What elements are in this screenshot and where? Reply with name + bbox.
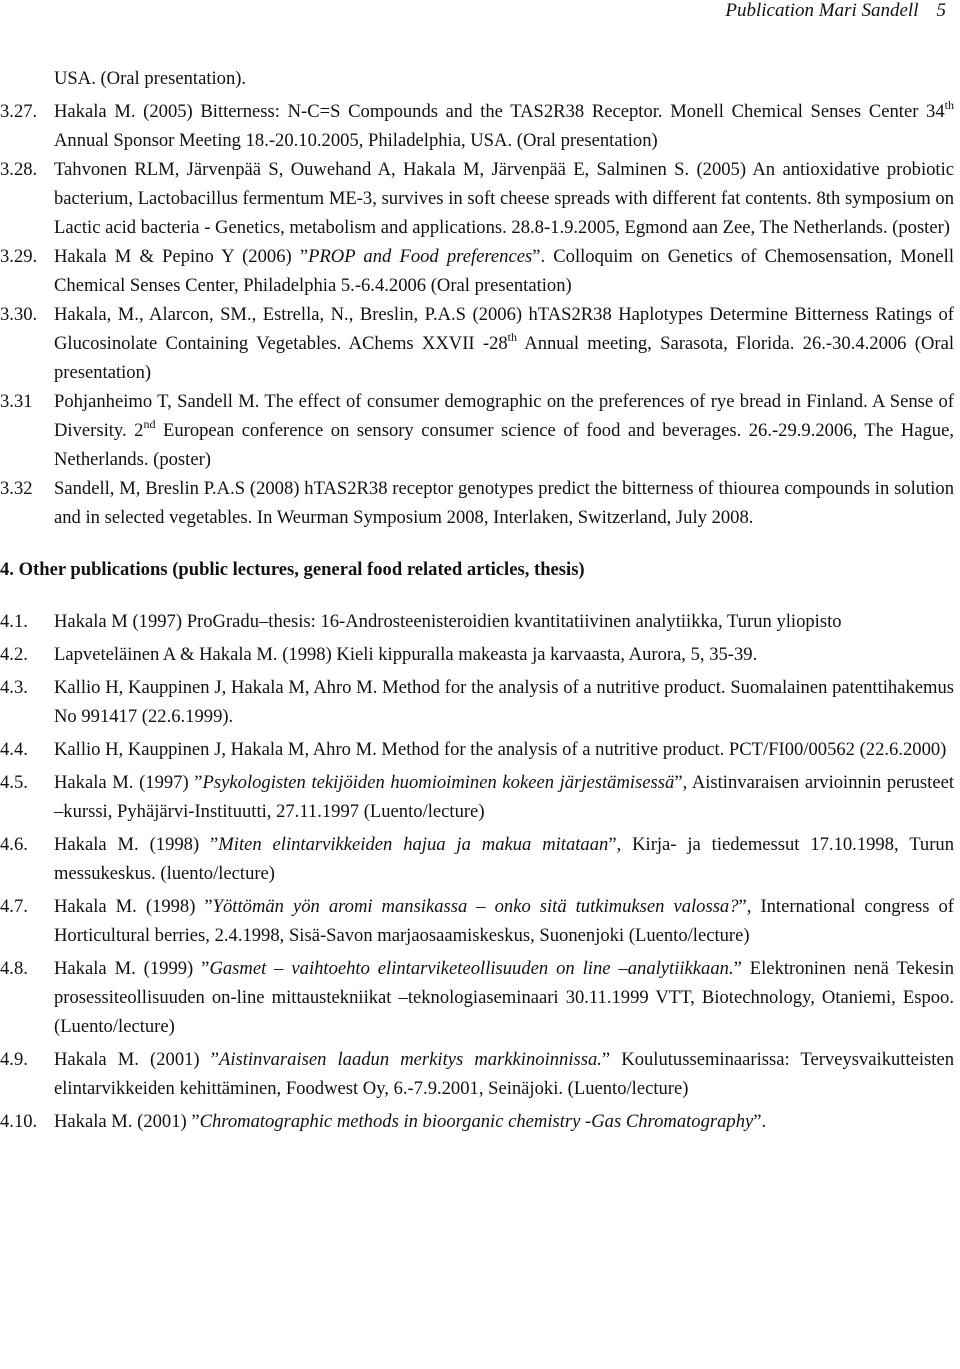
entry-title-italic: Psykologisten tekijöiden huomioiminen kokeen järjestämisessä bbox=[202, 772, 675, 793]
entry-text-cont: Annual meeting, Sarasota, Florida. 26.-30.4.2006 (Oral presentation) bbox=[54, 333, 954, 383]
entry-number: 4.5. bbox=[0, 772, 28, 793]
entry-text: USA. (Oral presentation). bbox=[54, 68, 247, 89]
entry-3-28 bbox=[0, 155, 960, 242]
entry-number: 3.29. bbox=[0, 246, 38, 267]
entry-3-26-continuation bbox=[0, 64, 960, 93]
entry-text: Hakala M. (2001) ” bbox=[54, 1111, 200, 1132]
entry-text: Hakala, M., Alarcon, SM., Estrella, N., Breslin, P.A.S (2006) hTAS2R38 Haplotypes Determine Bitterness Ratings of Glucosinolate Containing Vegetables. AChems XXVII -28 bbox=[54, 304, 954, 354]
entry-4-4 bbox=[0, 735, 960, 764]
entry-text: Tahvonen RLM, Järvenpää S, Ouwehand A, Hakala M, Järvenpää E, Salminen S. (2005) An antioxidative probiotic bacterium, Lactobacillus fermentum ME-3, survives in soft cheese spreads with different fat contents. 8th symposium on Lactic acid bacteria - Genetics, metabolism and applications. 28.8-1.9.2005, Egmond aan Zee, The Netherlands. (poster) bbox=[54, 159, 954, 238]
entry-text: Hakala M. (1998) ” bbox=[54, 896, 213, 917]
entry-text: Hakala M. (1998) ” bbox=[54, 834, 219, 855]
entry-number: 4.1. bbox=[0, 611, 28, 632]
entry-text: Kallio H, Kauppinen J, Hakala M, Ahro M. Method for the analysis of a nutritive product. PCT/FI00/00562 (22.6.2000) bbox=[54, 739, 947, 760]
entry-text-cont: ”, Kirja- ja tiedemessut 17.10.1998, Turun messukeskus. (luento/lecture) bbox=[54, 834, 954, 884]
entry-3-30 bbox=[0, 300, 960, 387]
entry-text: Lapveteläinen A & Hakala M. (1998) Kieli kippuralla makeasta ja karvaasta, Aurora, 5, 35-39. bbox=[54, 644, 758, 665]
entry-3-31 bbox=[0, 387, 960, 474]
entry-text: Hakala M. (2005) Bitterness: N-C=S Compounds and the TAS2R38 Receptor. Monell Chemical Senses Center 34 bbox=[54, 101, 945, 122]
entry-title-italic: Gasmet – vaihtoehto elintarviketeollisuuden on line –analytiikkaan. bbox=[209, 958, 734, 979]
entry-text: Kallio H, Kauppinen J, Hakala M, Ahro M. Method for the analysis of a nutritive product. Suomalainen patenttihakemus No 991417 (22.6.1999). bbox=[54, 677, 954, 727]
entry-number: 4.7. bbox=[0, 896, 28, 917]
superscript: nd bbox=[143, 417, 156, 431]
entry-4-7 bbox=[0, 892, 960, 950]
document-body bbox=[0, 64, 960, 1136]
entry-text: Sandell, M, Breslin P.A.S (2008) hTAS2R38 receptor genotypes predict the bitterness of thiourea compounds in solution and in selected vegetables. In Weurman Symposium 2008, Interlaken, Switzerland, July 2008. bbox=[54, 478, 954, 528]
entry-title-italic: Aistinvaraisen laadun merkitys markkinoinnissa. bbox=[218, 1049, 602, 1070]
entry-number: 3.27. bbox=[0, 101, 38, 122]
entry-number: 3.28. bbox=[0, 159, 38, 180]
superscript: th bbox=[944, 98, 954, 112]
entry-number: 3.32 bbox=[0, 478, 33, 499]
entry-3-29 bbox=[0, 242, 960, 300]
entry-title-italic: PROP and Food preferences bbox=[308, 246, 533, 267]
entry-4-8 bbox=[0, 954, 960, 1041]
entry-number: 3.31 bbox=[0, 391, 33, 412]
entry-number: 3.30. bbox=[0, 304, 38, 325]
entry-text: Hakala M (1997) ProGradu–thesis: 16-Androsteenisteroidien kvantitatiivinen analytiikka, Turun yliopisto bbox=[54, 611, 842, 632]
entry-text-cont: ”, Aistinvaraisen arvioinnin perusteet –kurssi, Pyhäjärvi-Instituutti, 27.11.1997 (Luento/lecture) bbox=[54, 772, 955, 822]
entry-3-32 bbox=[0, 474, 960, 532]
page-number: 5 bbox=[936, 0, 946, 21]
entry-4-1 bbox=[0, 607, 960, 636]
entry-4-5 bbox=[0, 768, 960, 826]
entry-text: Hakala M & Pepino Y (2006) ” bbox=[54, 246, 309, 267]
entry-number: 4.10. bbox=[0, 1111, 38, 1132]
entry-number: 4.8. bbox=[0, 958, 28, 979]
entry-number: 4.9. bbox=[0, 1049, 28, 1070]
entry-text-cont: European conference on sensory consumer science of food and beverages. 26.-29.9.2006, The Hague, Netherlands. (poster) bbox=[54, 420, 954, 470]
entry-text: Hakala M. (2001) ” bbox=[54, 1049, 219, 1070]
page-header bbox=[725, 0, 946, 22]
entry-4-6 bbox=[0, 830, 960, 888]
entry-text: Hakala M. (1999) ” bbox=[54, 958, 210, 979]
entry-text-cont: ”. Colloquim on Genetics of Chemosensation, Monell Chemical Senses Center, Philadelphia 5.-6.4.2006 (Oral presentation) bbox=[54, 246, 954, 296]
entry-text-cont: Annual Sponsor Meeting 18.-20.10.2005, Philadelphia, USA. (Oral presentation) bbox=[54, 130, 658, 151]
entry-text-cont: ”. bbox=[753, 1111, 767, 1132]
superscript: th bbox=[507, 330, 518, 344]
entry-text-cont: ” Elektroninen nenä Tekesin prosessiteollisuuden on-line mittaustekniikat –teknologiaseminaari 30.11.1999 VTT, Biotechnology, Otaniemi, Espoo. (Luento/lecture) bbox=[54, 958, 954, 1037]
entry-text-cont: ” Koulutusseminaarissa: Terveysvaikutteisten elintarvikkeiden kehittäminen, Foodwest Oy, 6.-7.9.2001, Seinäjoki. (Luento/lecture) bbox=[54, 1049, 954, 1099]
section-heading: 4. Other publications (public lectures, general food related articles, thesis) bbox=[0, 559, 585, 580]
entry-4-3 bbox=[0, 673, 960, 731]
entry-title-italic: Miten elintarvikkeiden hajua ja makua mitataan bbox=[218, 834, 609, 855]
entry-number: 4.4. bbox=[0, 739, 28, 760]
entry-4-2 bbox=[0, 640, 960, 669]
entry-number: 4.2. bbox=[0, 644, 28, 665]
entry-number: 4.6. bbox=[0, 834, 28, 855]
entry-number: 4.3. bbox=[0, 677, 28, 698]
header-title: Publication Mari Sandell bbox=[725, 0, 919, 21]
entry-text-cont: ”, International congress of Horticultural berries, 2.4.1998, Sisä-Savon marjaosaamiskeskus, Suonenjoki (Luento/lecture) bbox=[54, 896, 954, 946]
entry-3-27 bbox=[0, 97, 960, 155]
entry-4-9 bbox=[0, 1045, 960, 1103]
entry-title-italic: Chromatographic methods in bioorganic chemistry -Gas Chromatography bbox=[199, 1111, 754, 1132]
entry-title-italic: Yöttömän yön aromi mansikassa – onko sitä tutkimuksen valossa? bbox=[212, 896, 739, 917]
entry-4-10 bbox=[0, 1107, 960, 1136]
entry-text: Pohjanheimo T, Sandell M. The effect of consumer demographic on the preferences of rye bread in Finland. A Sense of Diversity. 2 bbox=[54, 391, 954, 441]
entry-text: Hakala M. (1997) ” bbox=[54, 772, 203, 793]
